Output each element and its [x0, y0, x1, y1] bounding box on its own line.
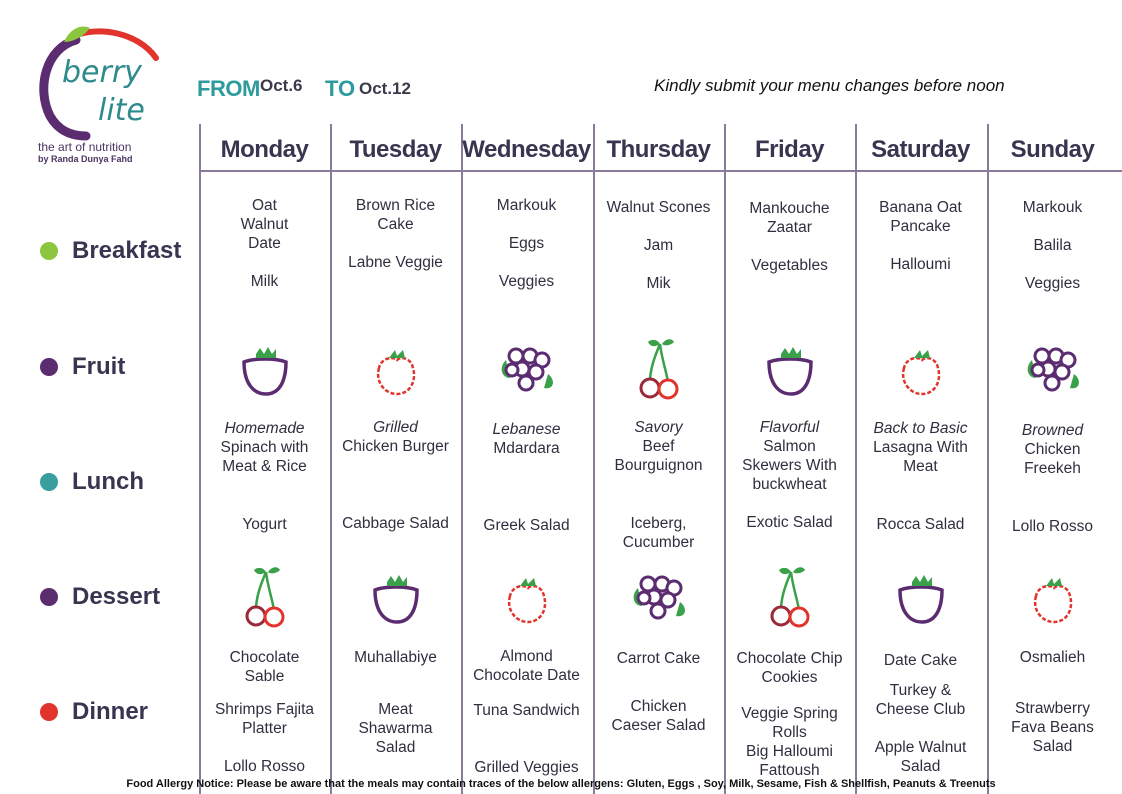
- cherry-icon: [624, 334, 694, 404]
- row-label-breakfast: [40, 236, 181, 266]
- breakfast-cell: [855, 198, 986, 274]
- lunch-side: Cabbage Salad: [342, 515, 449, 532]
- dinner-cell: [724, 704, 855, 780]
- cell-gap: [330, 234, 461, 253]
- breakfast-cell: [330, 196, 461, 272]
- day-header: Saturday: [871, 136, 970, 163]
- lunch-line: Meat & Rice: [222, 458, 307, 475]
- cell-line: Fava Beans: [1011, 719, 1094, 736]
- grapes-icon: [624, 562, 694, 632]
- cell-gap: [987, 255, 1118, 274]
- lunch-side: Iceberg, Cucumber: [622, 515, 695, 551]
- logo-byline: by Randa Dunya Fahd: [38, 154, 133, 164]
- cell-line: Veggies: [1024, 275, 1081, 292]
- lunch-side: Lollo Rosso: [1012, 518, 1093, 535]
- cell-line: Walnut: [240, 216, 289, 233]
- header-divider: [199, 170, 1122, 172]
- lunch-title: Homemade: [224, 420, 305, 437]
- row-label-text: Breakfast: [72, 237, 182, 264]
- cell-line: Salad: [375, 739, 416, 756]
- row-label-dessert: [40, 582, 160, 612]
- grapes-icon: [1018, 334, 1088, 404]
- lunch-line: Mdardara: [493, 440, 560, 457]
- cell-line: Balila: [1033, 237, 1072, 254]
- cell-line: Eggs: [508, 235, 545, 252]
- cell-gap: [199, 738, 330, 757]
- dinner-cell: [855, 681, 986, 776]
- lunch-line: Chicken Burger: [342, 438, 449, 455]
- dessert-icon-strawberry: [1018, 562, 1088, 632]
- fruit-icon-fig: [755, 334, 825, 404]
- lunch-side: Yogurt: [242, 516, 287, 533]
- cell-gap: [593, 217, 724, 236]
- cell-line: Muhallabiye: [354, 649, 437, 666]
- cell-gap: [199, 253, 330, 272]
- dessert-icon-fig: [361, 562, 431, 632]
- row-dot: [40, 473, 58, 491]
- cell-line: Milk: [250, 273, 279, 290]
- row-label-dinner: [40, 697, 148, 727]
- cell-line: Osmalieh: [1019, 649, 1086, 666]
- dinner-cell: [199, 700, 330, 776]
- lunch-line: Spinach with: [220, 439, 309, 456]
- logo-tagline: the art of nutrition: [38, 140, 132, 154]
- dessert-cell: [855, 651, 986, 670]
- lunch-cell: [593, 418, 724, 475]
- breakfast-cell: [461, 196, 592, 291]
- row-label-lunch: [40, 467, 144, 497]
- allergy-notice: Food Allergy Notice: Please be aware that the meals may contain traces of the below allergens: Gluten, Eggs , Soy, Milk, Sesame, Fish & Shellfish, Peanuts & Treenuts: [126, 778, 996, 790]
- lunch-line: Skewers With: [742, 457, 837, 474]
- row-dot: [40, 242, 58, 260]
- dessert-icon-grapes: [624, 562, 694, 632]
- dessert-icon-cherry: [755, 562, 825, 632]
- cell-line: Meat: [378, 701, 413, 718]
- cell-line: Halloumi: [890, 256, 951, 273]
- cell-gap: [855, 236, 986, 255]
- lunch-title: Savory: [634, 419, 683, 436]
- lunch-line: Salmon: [763, 438, 816, 455]
- row-dot: [40, 703, 58, 721]
- lunch-line: Lasagna With: [873, 439, 968, 456]
- fruit-icon-strawberry: [886, 334, 956, 404]
- strawberry-icon: [492, 562, 562, 632]
- lunch-line: Meat: [903, 458, 938, 475]
- cherry-icon: [230, 562, 300, 632]
- dinner-cell: [987, 699, 1118, 756]
- cell-gap: [593, 255, 724, 274]
- cell-line: Chocolate Chip: [736, 650, 843, 667]
- row-dot: [40, 588, 58, 606]
- fruit-icon-cherry: [624, 334, 694, 404]
- lunch-side: Exotic Salad: [746, 514, 833, 531]
- from-label: FROM: [197, 76, 260, 101]
- dessert-cell: [199, 648, 330, 686]
- cell-line: Walnut Scones: [606, 199, 711, 216]
- to-label: TO: [325, 76, 356, 101]
- grapes-icon: [492, 334, 562, 404]
- cherry-icon: [755, 562, 825, 632]
- strawberry-icon: [886, 334, 956, 404]
- row-label-text: Dessert: [72, 583, 161, 610]
- cell-line: Grilled Veggies: [474, 759, 579, 776]
- dinner-cell: [593, 697, 724, 735]
- strawberry-icon: [361, 334, 431, 404]
- lunch-line: Chicken: [1024, 441, 1081, 458]
- cell-line: Lollo Rosso: [224, 758, 305, 775]
- cell-gap: [461, 215, 592, 234]
- dessert-cell: [987, 648, 1118, 667]
- cell-line: Jam: [643, 237, 674, 254]
- breakfast-cell: [593, 198, 724, 293]
- cell-gap: [461, 253, 592, 272]
- cell-gap: [724, 237, 855, 256]
- cell-line: Apple Walnut: [874, 739, 967, 756]
- breakfast-cell: [724, 199, 855, 275]
- cell-line: Veggie Spring: [741, 705, 838, 722]
- cell-line: Turkey &: [889, 682, 952, 699]
- day-header: Friday: [754, 136, 825, 163]
- dessert-cell: [593, 649, 724, 668]
- dessert-cell: [461, 647, 592, 685]
- dinner-cell: [461, 701, 592, 777]
- fig-icon: [886, 562, 956, 632]
- lunch-side: Greek Salad: [483, 517, 570, 534]
- cell-line: Veggies: [498, 273, 555, 290]
- cell-line: Caeser Salad: [611, 717, 706, 734]
- row-label-text: Lunch: [72, 468, 144, 495]
- lunch-line: Bourguignon: [614, 457, 703, 474]
- breakfast-cell: [987, 198, 1118, 293]
- cell-line: Salad: [1032, 738, 1073, 755]
- cell-line: Platter: [242, 720, 287, 737]
- cell-line: Labne Veggie: [348, 254, 443, 271]
- lunch-line: buckwheat: [752, 476, 827, 493]
- cell-line: Zaatar: [767, 219, 812, 236]
- cell-line: Brown Rice: [355, 197, 436, 214]
- cell-line: Strawberry: [1015, 700, 1090, 717]
- row-dot: [40, 358, 58, 376]
- day-header: Wednesday: [462, 136, 591, 163]
- cell-line: Sable: [244, 668, 285, 685]
- lunch-line: Beef: [642, 438, 675, 455]
- day-header: Thursday: [606, 136, 711, 163]
- day-header: Tuesday: [349, 136, 442, 163]
- cell-line: Markouk: [496, 197, 557, 214]
- cell-line: Oat: [252, 197, 277, 214]
- cell-line: Chicken: [630, 698, 687, 715]
- cell-line: Almond: [500, 648, 553, 665]
- cell-line: Vegetables: [751, 257, 828, 274]
- breakfast-cell: [199, 196, 330, 291]
- logo-brand-bottom: lite: [98, 93, 145, 128]
- cell-line: Rolls: [772, 724, 807, 741]
- row-label-text: Dinner: [72, 698, 149, 725]
- dessert-icon-cherry: [230, 562, 300, 632]
- dessert-cell: [330, 648, 461, 667]
- fig-icon: [361, 562, 431, 632]
- fig-icon: [755, 334, 825, 404]
- lunch-title: Browned: [1021, 422, 1084, 439]
- cell-line: Mankouche: [749, 200, 830, 217]
- lunch-cell: [987, 421, 1118, 478]
- lunch-title: Back to Basic: [873, 420, 968, 437]
- fruit-icon-strawberry: [361, 334, 431, 404]
- menu-change-notice: Kindly submit your menu changes before noon: [654, 76, 1005, 95]
- fig-icon: [230, 334, 300, 404]
- to-date: Oct.12: [359, 79, 411, 98]
- day-header: Monday: [220, 136, 309, 163]
- cell-line: Banana Oat: [879, 199, 962, 216]
- cell-gap: [461, 739, 592, 758]
- lunch-cell: [461, 420, 592, 458]
- lunch-side: Rocca Salad: [876, 516, 965, 533]
- cell-gap: [461, 720, 592, 739]
- cell-line: Big Halloumi: [745, 743, 833, 760]
- cell-line: Chocolate Date: [473, 667, 580, 684]
- cell-line: Pancake: [890, 218, 951, 235]
- day-header: Sunday: [1010, 136, 1095, 163]
- fruit-icon-fig: [230, 334, 300, 404]
- cell-line: Carrot Cake: [616, 650, 701, 667]
- fruit-icon-grapes: [492, 334, 562, 404]
- cell-line: Shrimps Fajita: [214, 701, 315, 718]
- dessert-icon-fig: [886, 562, 956, 632]
- lunch-cell: [855, 419, 986, 476]
- row-label-text: Fruit: [72, 353, 126, 380]
- lunch-title: Lebanese: [492, 421, 561, 438]
- dinner-cell: [330, 700, 461, 757]
- strawberry-icon: [1018, 562, 1088, 632]
- lunch-cell: [330, 418, 461, 456]
- fruit-icon-grapes: [1018, 334, 1088, 404]
- cell-line: Date: [248, 235, 281, 252]
- cell-line: Tuna Sandwich: [473, 702, 580, 719]
- row-label-fruit: [40, 352, 125, 382]
- dessert-icon-strawberry: [492, 562, 562, 632]
- lunch-cell: [199, 419, 330, 476]
- cell-line: Cheese Club: [875, 701, 966, 718]
- logo-brand-top: berry: [62, 55, 142, 90]
- cell-line: Salad: [900, 758, 941, 775]
- cell-line: Fattoush: [759, 762, 820, 779]
- cell-line: Cookies: [761, 669, 818, 686]
- from-date: Oct.6: [260, 76, 303, 95]
- cell-gap: [855, 719, 986, 738]
- lunch-cell: [724, 418, 855, 494]
- cell-line: Mik: [646, 275, 671, 292]
- cell-line: Markouk: [1022, 199, 1083, 216]
- lunch-line: Freekeh: [1024, 460, 1081, 477]
- lunch-title: Grilled: [373, 419, 418, 436]
- lunch-title: Flavorful: [759, 419, 820, 436]
- cell-line: Date Cake: [883, 652, 958, 669]
- cell-line: Shawarma: [358, 720, 433, 737]
- cell-gap: [987, 217, 1118, 236]
- cell-line: Cake: [377, 216, 414, 233]
- cell-line: Chocolate: [229, 649, 300, 666]
- dessert-cell: [724, 649, 855, 687]
